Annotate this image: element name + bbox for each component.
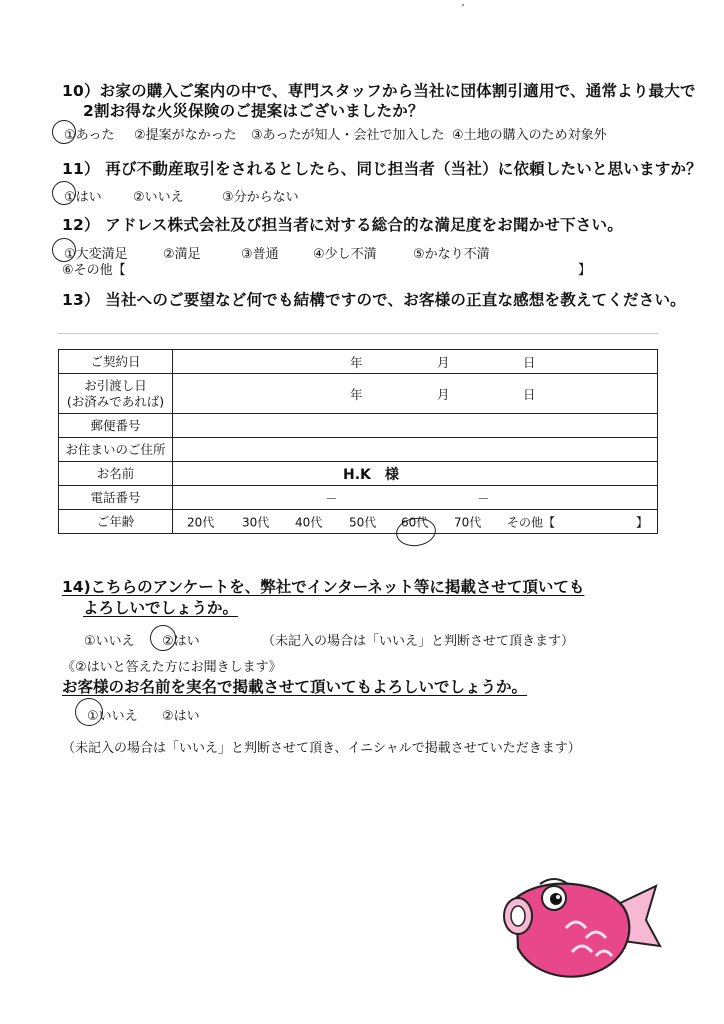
customer-info-table bbox=[58, 349, 658, 534]
age-option-30s[interactable]: 30代 bbox=[242, 515, 270, 529]
q12-option-6[interactable]: ⑥その他【 bbox=[62, 263, 126, 278]
followup-intro: 《②はいと答えた方にお聞きします》 bbox=[62, 660, 282, 675]
q12-option-3[interactable]: ③普通 bbox=[241, 247, 279, 262]
q12-option-2[interactable]: ②満足 bbox=[163, 247, 201, 262]
age-option-70s[interactable]: 70代 bbox=[454, 515, 482, 529]
q10-options bbox=[0, 124, 724, 144]
q12-other-row bbox=[0, 259, 724, 279]
postal-code-field[interactable] bbox=[173, 414, 658, 438]
age-other-close: 】 bbox=[636, 515, 649, 529]
q14-option-1[interactable]: ①いいえ bbox=[84, 634, 135, 649]
q11-question: 11） 再び不動産取引をされるとしたら、同じ担当者（当社）に依頼したいと思いますか？ bbox=[62, 160, 702, 178]
table-row bbox=[59, 486, 658, 510]
age-option-60s[interactable]: 60代 bbox=[401, 515, 429, 529]
handover-day-label: 日 bbox=[523, 386, 536, 402]
followup-note: （未記入の場合は「いいえ」と判断させて頂き、イニシャルで掲載させていただきます） bbox=[62, 741, 581, 756]
koinobori-fish-icon bbox=[496, 868, 664, 988]
contract-date-label: ご契約日 bbox=[59, 350, 173, 374]
handover-date-label bbox=[59, 374, 173, 414]
address-label: お住まいのご住所 bbox=[59, 438, 173, 462]
q10-option-1[interactable]: ①あった bbox=[64, 128, 115, 143]
contract-year-label: 年 bbox=[350, 354, 363, 370]
q14-note: （未記入の場合は「いいえ」と判断させて頂きます） bbox=[262, 634, 575, 649]
q11-option-2[interactable]: ②いいえ bbox=[133, 190, 184, 205]
q13-question: 13） 当社へのご要望など何でも結構ですので、お客様の正直な感想を教えてください。 bbox=[62, 291, 686, 309]
q10-line1: 10）お家の購入ご案内の中で、専門スタッフから当社に団体割引適用で、通常より最大で bbox=[62, 82, 696, 100]
scan-speck bbox=[462, 4, 464, 6]
phone-label: 電話番号 bbox=[59, 486, 173, 510]
q12-question: 12） アドレス株式会社及び担当者に対する総合的な満足度をお聞かせ下さい。 bbox=[62, 216, 623, 234]
phone-separator-2: － bbox=[477, 490, 490, 506]
q11-option-3[interactable]: ③分からない bbox=[222, 190, 299, 205]
q12-other-close: 】 bbox=[578, 263, 592, 278]
table-row bbox=[59, 350, 658, 374]
q14-option-2[interactable]: ②はい bbox=[162, 634, 200, 649]
handover-year-label: 年 bbox=[350, 386, 363, 402]
q12-option-5[interactable]: ⑤かなり不満 bbox=[413, 247, 490, 262]
handover-label-line1: お引渡し日 bbox=[84, 377, 147, 393]
contract-date-field[interactable] bbox=[173, 350, 658, 374]
q14-options bbox=[0, 630, 724, 650]
age-option-50s[interactable]: 50代 bbox=[349, 515, 377, 529]
followup-option-2[interactable]: ②はい bbox=[162, 709, 200, 724]
q10-option-3[interactable]: ③あったが知人・会社で加入した bbox=[251, 128, 445, 143]
postal-code-label: 郵便番号 bbox=[59, 414, 173, 438]
q12-option-1[interactable]: ①大変満足 bbox=[64, 247, 128, 262]
q11-option-1[interactable]: ①はい bbox=[64, 190, 102, 205]
followup-option-1[interactable]: ①いいえ bbox=[87, 709, 138, 724]
phone-field[interactable] bbox=[173, 486, 658, 510]
name-field[interactable] bbox=[173, 462, 658, 486]
divider bbox=[58, 333, 658, 334]
age-option-other[interactable]: その他【 bbox=[507, 515, 556, 529]
age-label: ご年齢 bbox=[59, 510, 173, 534]
table-row bbox=[59, 374, 658, 414]
q14-line1: 14)こちらのアンケートを、弊社でインターネット等に掲載させて頂いても bbox=[62, 578, 585, 596]
name-value: H.K 様 bbox=[343, 466, 399, 483]
table-row bbox=[59, 414, 658, 438]
q11-options bbox=[0, 186, 724, 206]
address-field[interactable] bbox=[173, 438, 658, 462]
handover-date-field[interactable] bbox=[173, 374, 658, 414]
q10-line2: 2割お得な火災保険のご提案はございましたか？ bbox=[83, 102, 424, 120]
followup-question: お客様のお名前を実名で掲載させて頂いてもよろしいでしょうか。 bbox=[62, 678, 528, 696]
q10-option-2[interactable]: ②提案がなかった bbox=[134, 128, 237, 143]
handover-label-line2: (お済みであれば) bbox=[66, 393, 165, 409]
q14-line2: よろしいでしょうか。 bbox=[83, 599, 239, 617]
age-option-40s[interactable]: 40代 bbox=[295, 515, 323, 529]
q12-option-4[interactable]: ④少し不満 bbox=[313, 247, 377, 262]
handover-month-label: 月 bbox=[437, 386, 450, 402]
followup-options bbox=[0, 705, 724, 725]
table-row bbox=[59, 510, 658, 534]
contract-day-label: 日 bbox=[523, 354, 536, 370]
table-row bbox=[59, 462, 658, 486]
contract-month-label: 月 bbox=[437, 354, 450, 370]
age-option-20s[interactable]: 20代 bbox=[187, 515, 215, 529]
name-label: お名前 bbox=[59, 462, 173, 486]
q10-option-4[interactable]: ④土地の購入のため対象外 bbox=[452, 128, 607, 143]
phone-separator-1: － bbox=[325, 490, 338, 506]
table-row bbox=[59, 438, 658, 462]
